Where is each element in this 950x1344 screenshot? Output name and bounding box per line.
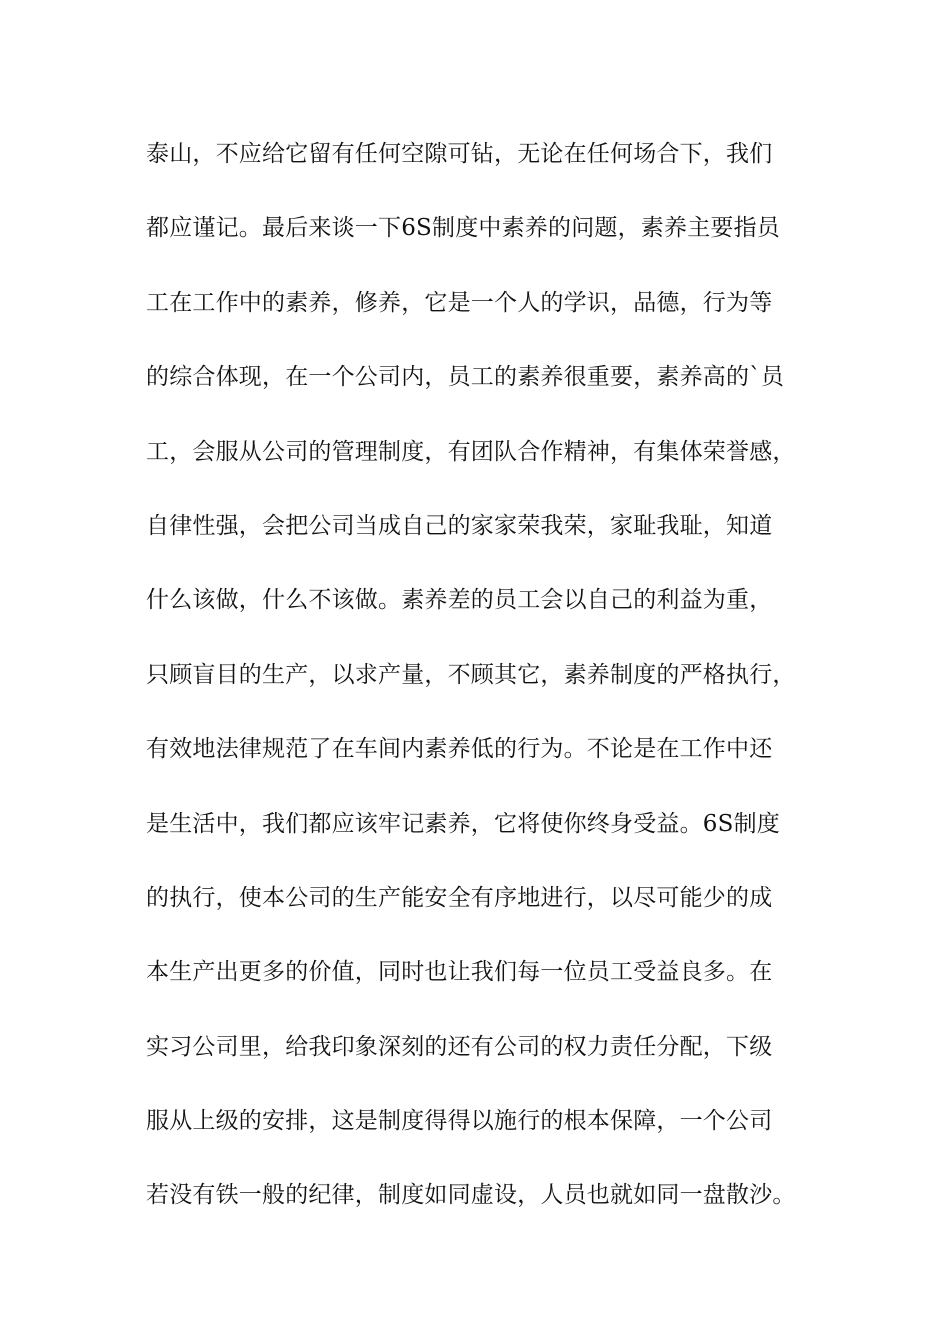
- text-line: 若没有铁一般的纪律，制度如同虚设，人员也就如同一盘散沙。: [146, 1182, 796, 1209]
- text-line: 本生产出更多的价值，同时也让我们每一位员工受益良多。在: [146, 959, 773, 986]
- body-text: [146, 128, 846, 1244]
- text-line: 工，会服从公司的管理制度，有团队合作精神，有集体荣誉感，: [146, 438, 796, 465]
- text-line: 只顾盲目的生产，以求产量，不顾其它，素养制度的严格执行，: [146, 661, 796, 688]
- text-line: 的执行，使本公司的生产能安全有序地进行，以尽可能少的成: [146, 884, 773, 911]
- text-line: 什么该做，什么不该做。素养差的员工会以自己的利益为重，: [146, 587, 773, 614]
- text-line: 有效地法律规范了在车间内素养低的行为。不论是在工作中还: [146, 736, 773, 763]
- text-line: 自律性强，会把公司当成自己的家家荣我荣，家耻我耻，知道: [146, 512, 773, 539]
- text-line: 实习公司里，给我印象深刻的还有公司的权力责任分配，下级: [146, 1033, 773, 1060]
- text-line: 的综合体现，在一个公司内，员工的素养很重要，素养高的`员: [146, 364, 785, 391]
- text-line: 是生活中，我们都应该牢记素养，它将使你终身受益。6S制度: [146, 810, 780, 837]
- text-line: 泰山，不应给它留有任何空隙可钻，无论在任何场合下，我们: [146, 141, 773, 167]
- text-line: 都应谨记。最后来谈一下6S制度中素养的问题，素养主要指员: [146, 215, 780, 242]
- text-line: 服从上级的安排，这是制度得得以施行的根本保障，一个公司: [146, 1108, 773, 1135]
- text-line: 工在工作中的素养，修养，它是一个人的学识，品德，行为等: [146, 289, 773, 316]
